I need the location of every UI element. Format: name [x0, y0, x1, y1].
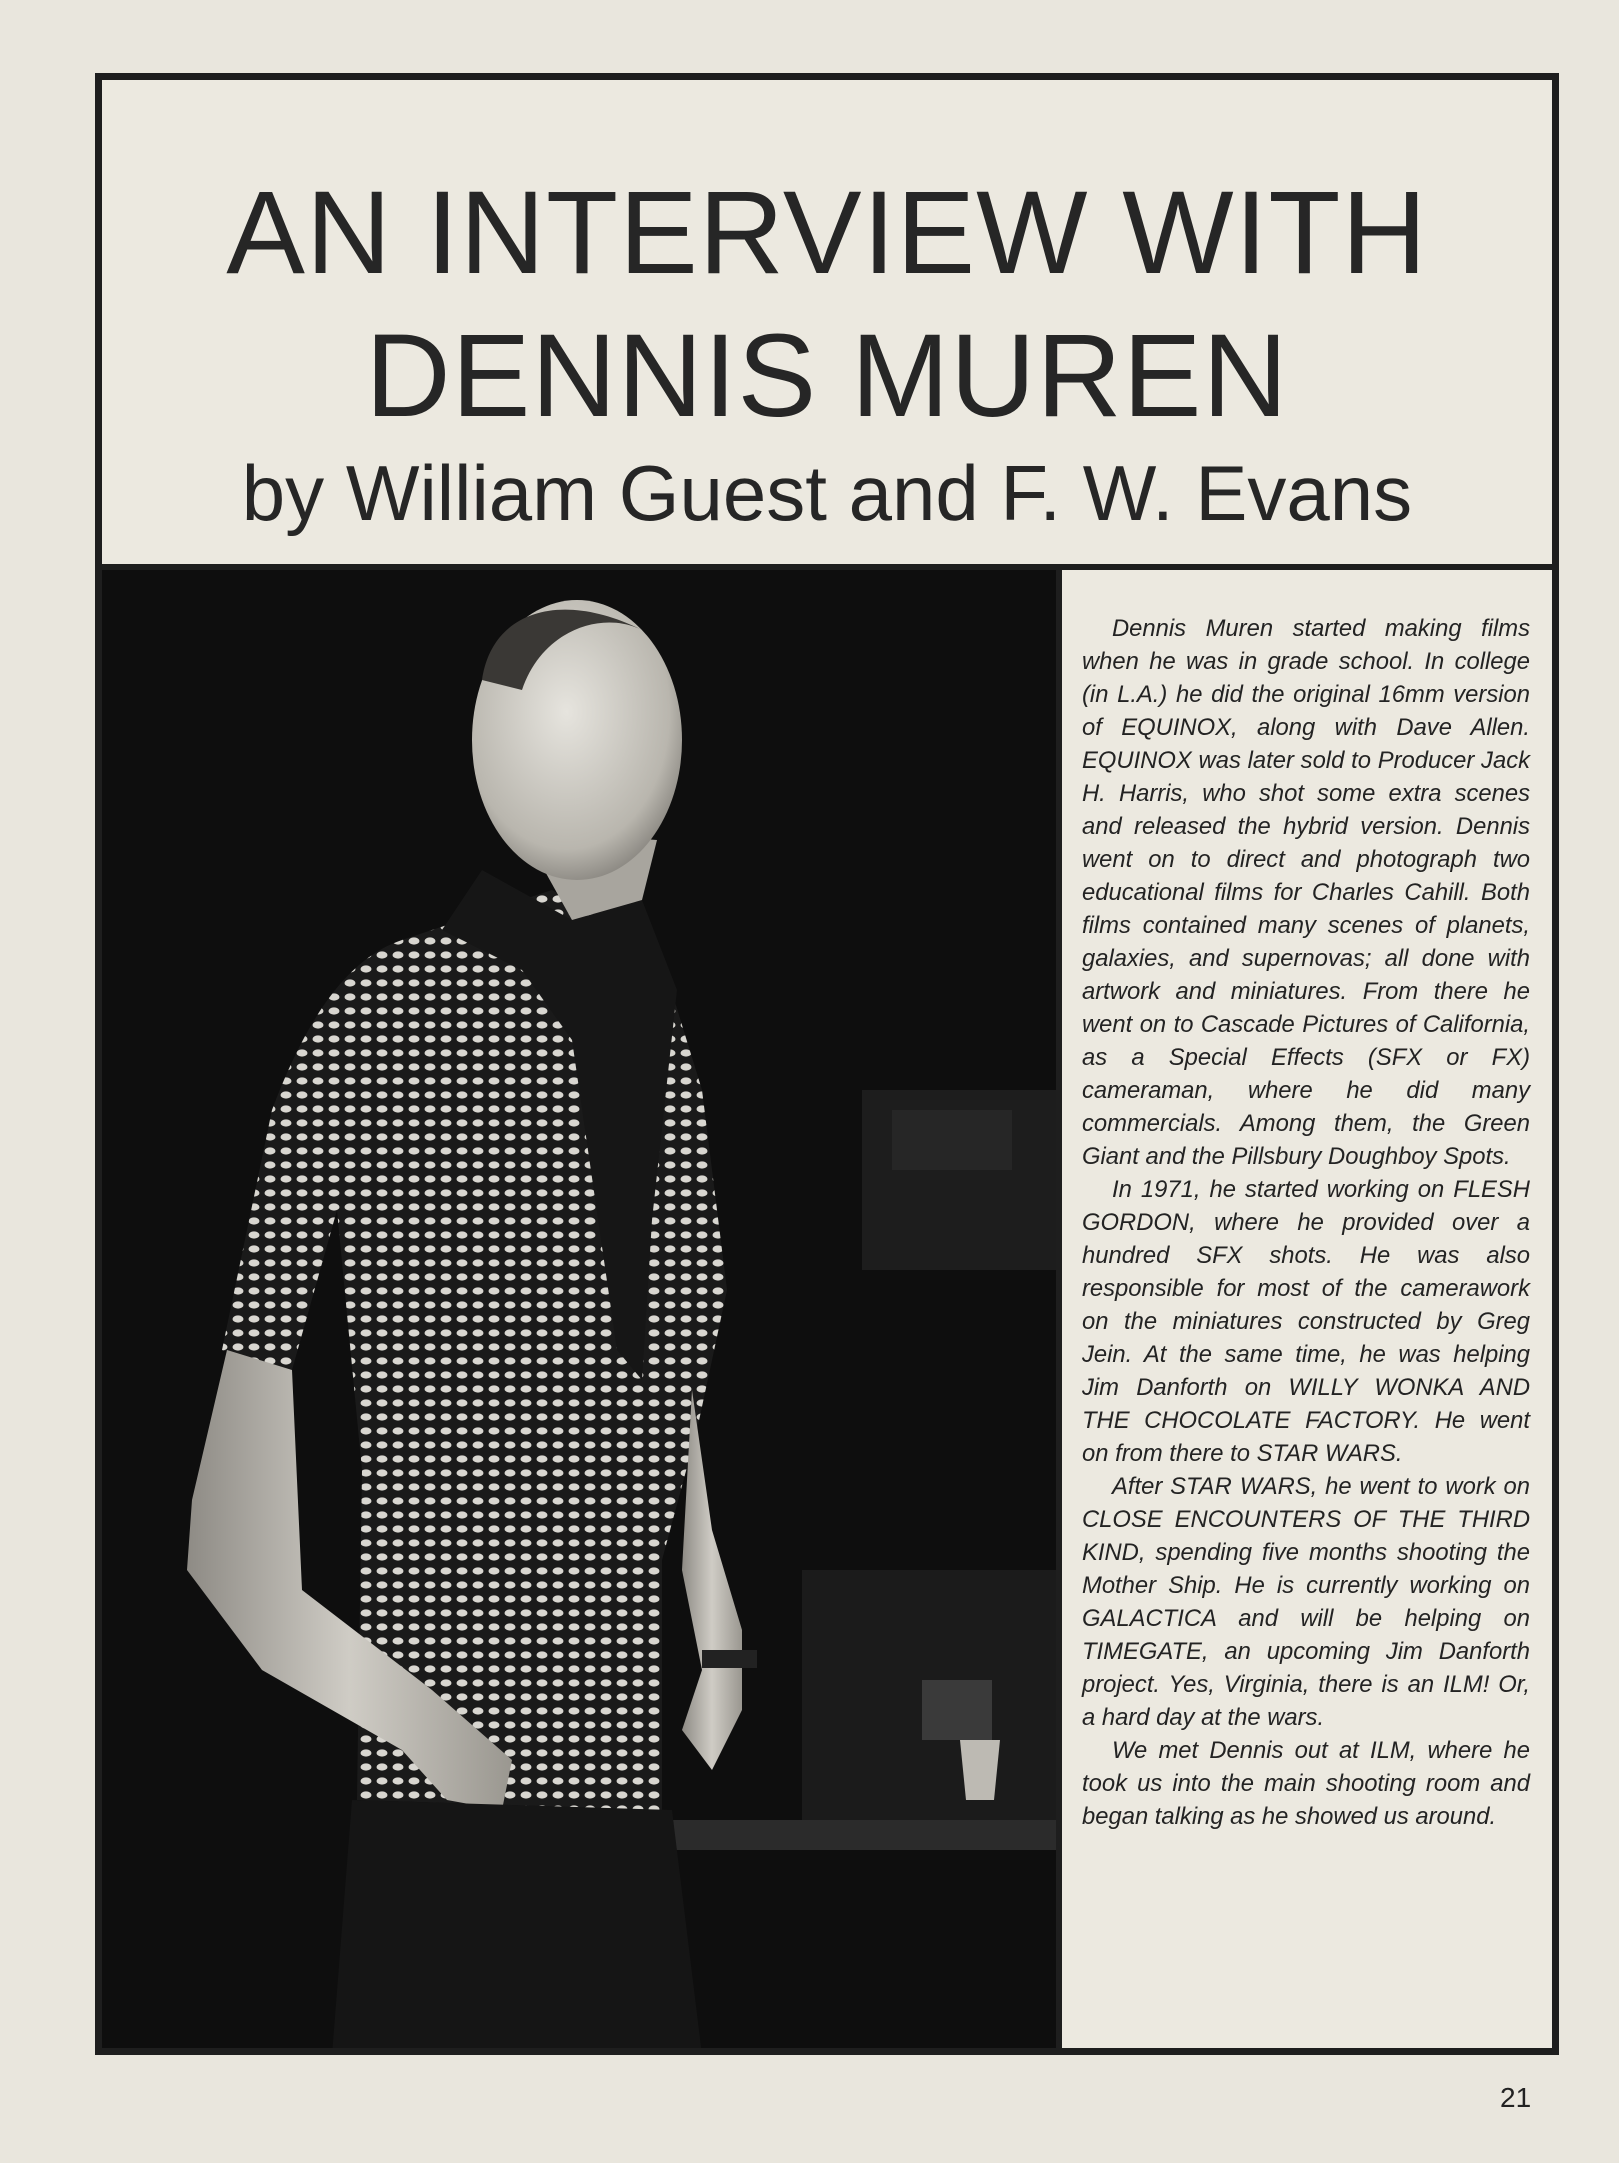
portrait-photo-illustration: [102, 570, 1056, 2055]
intro-paragraph-4: We met Dennis out at ILM, where he took us into the main shooting room and began talking as he showed us around.: [1082, 1737, 1530, 1830]
intro-text: [1082, 612, 1530, 1833]
intro-paragraph-2: In 1971, he started working on FLESH GORDON, where he provided over a hundred SFX shots. He was also responsible for most of the camerawork on the miniatures constructed by Greg Jein. At the same time, he was helping Jim Danforth on WILLY WONKA AND THE CHOCOLATE FACTORY. He went on from there to STAR WARS.: [1082, 1176, 1530, 1467]
article-title-line-2: DENNIS MUREN: [365, 310, 1289, 442]
intro-paragraph-1: Dennis Muren started making films when he was in grade school. In college (in L.A.) he did the original 16mm version of EQUINOX, along with Dave Allen. EQUINOX was later sold to Producer Jack H. Harris, who shot some extra scenes and released the hybrid version. Dennis went on to direct and photograph two educational films for Charles Cahill. Both films contained many scenes of planets, galaxies, and supernovas; all done with artwork and miniatures. From there he went on to Cascade Pictures of California, as a Special Effects (SFX or FX) cameraman, where he did many commercials. Among them, the Green Giant and the Pillsbury Doughboy Spots.: [1082, 615, 1530, 1170]
article-title-line-1: AN INTERVIEW WITH: [226, 167, 1428, 299]
article-frame: [95, 73, 1559, 2055]
title-panel: [102, 80, 1552, 570]
page-number: 21: [1500, 2082, 1532, 2113]
intro-text-column: [1056, 570, 1552, 2055]
portrait-photo: [102, 570, 1056, 2055]
article-byline: by William Guest and F. W. Evans: [241, 449, 1413, 537]
intro-paragraph-3: After STAR WARS, he went to work on CLOSE ENCOUNTERS OF THE THIRD KIND, spending five months shooting the Mother Ship. He is currently working on GALACTICA and will be helping on TIMEGATE, an upcoming Jim Danforth project. Yes, Virginia, there is an ILM! Or, a hard day at the wars.: [1082, 1473, 1530, 1731]
